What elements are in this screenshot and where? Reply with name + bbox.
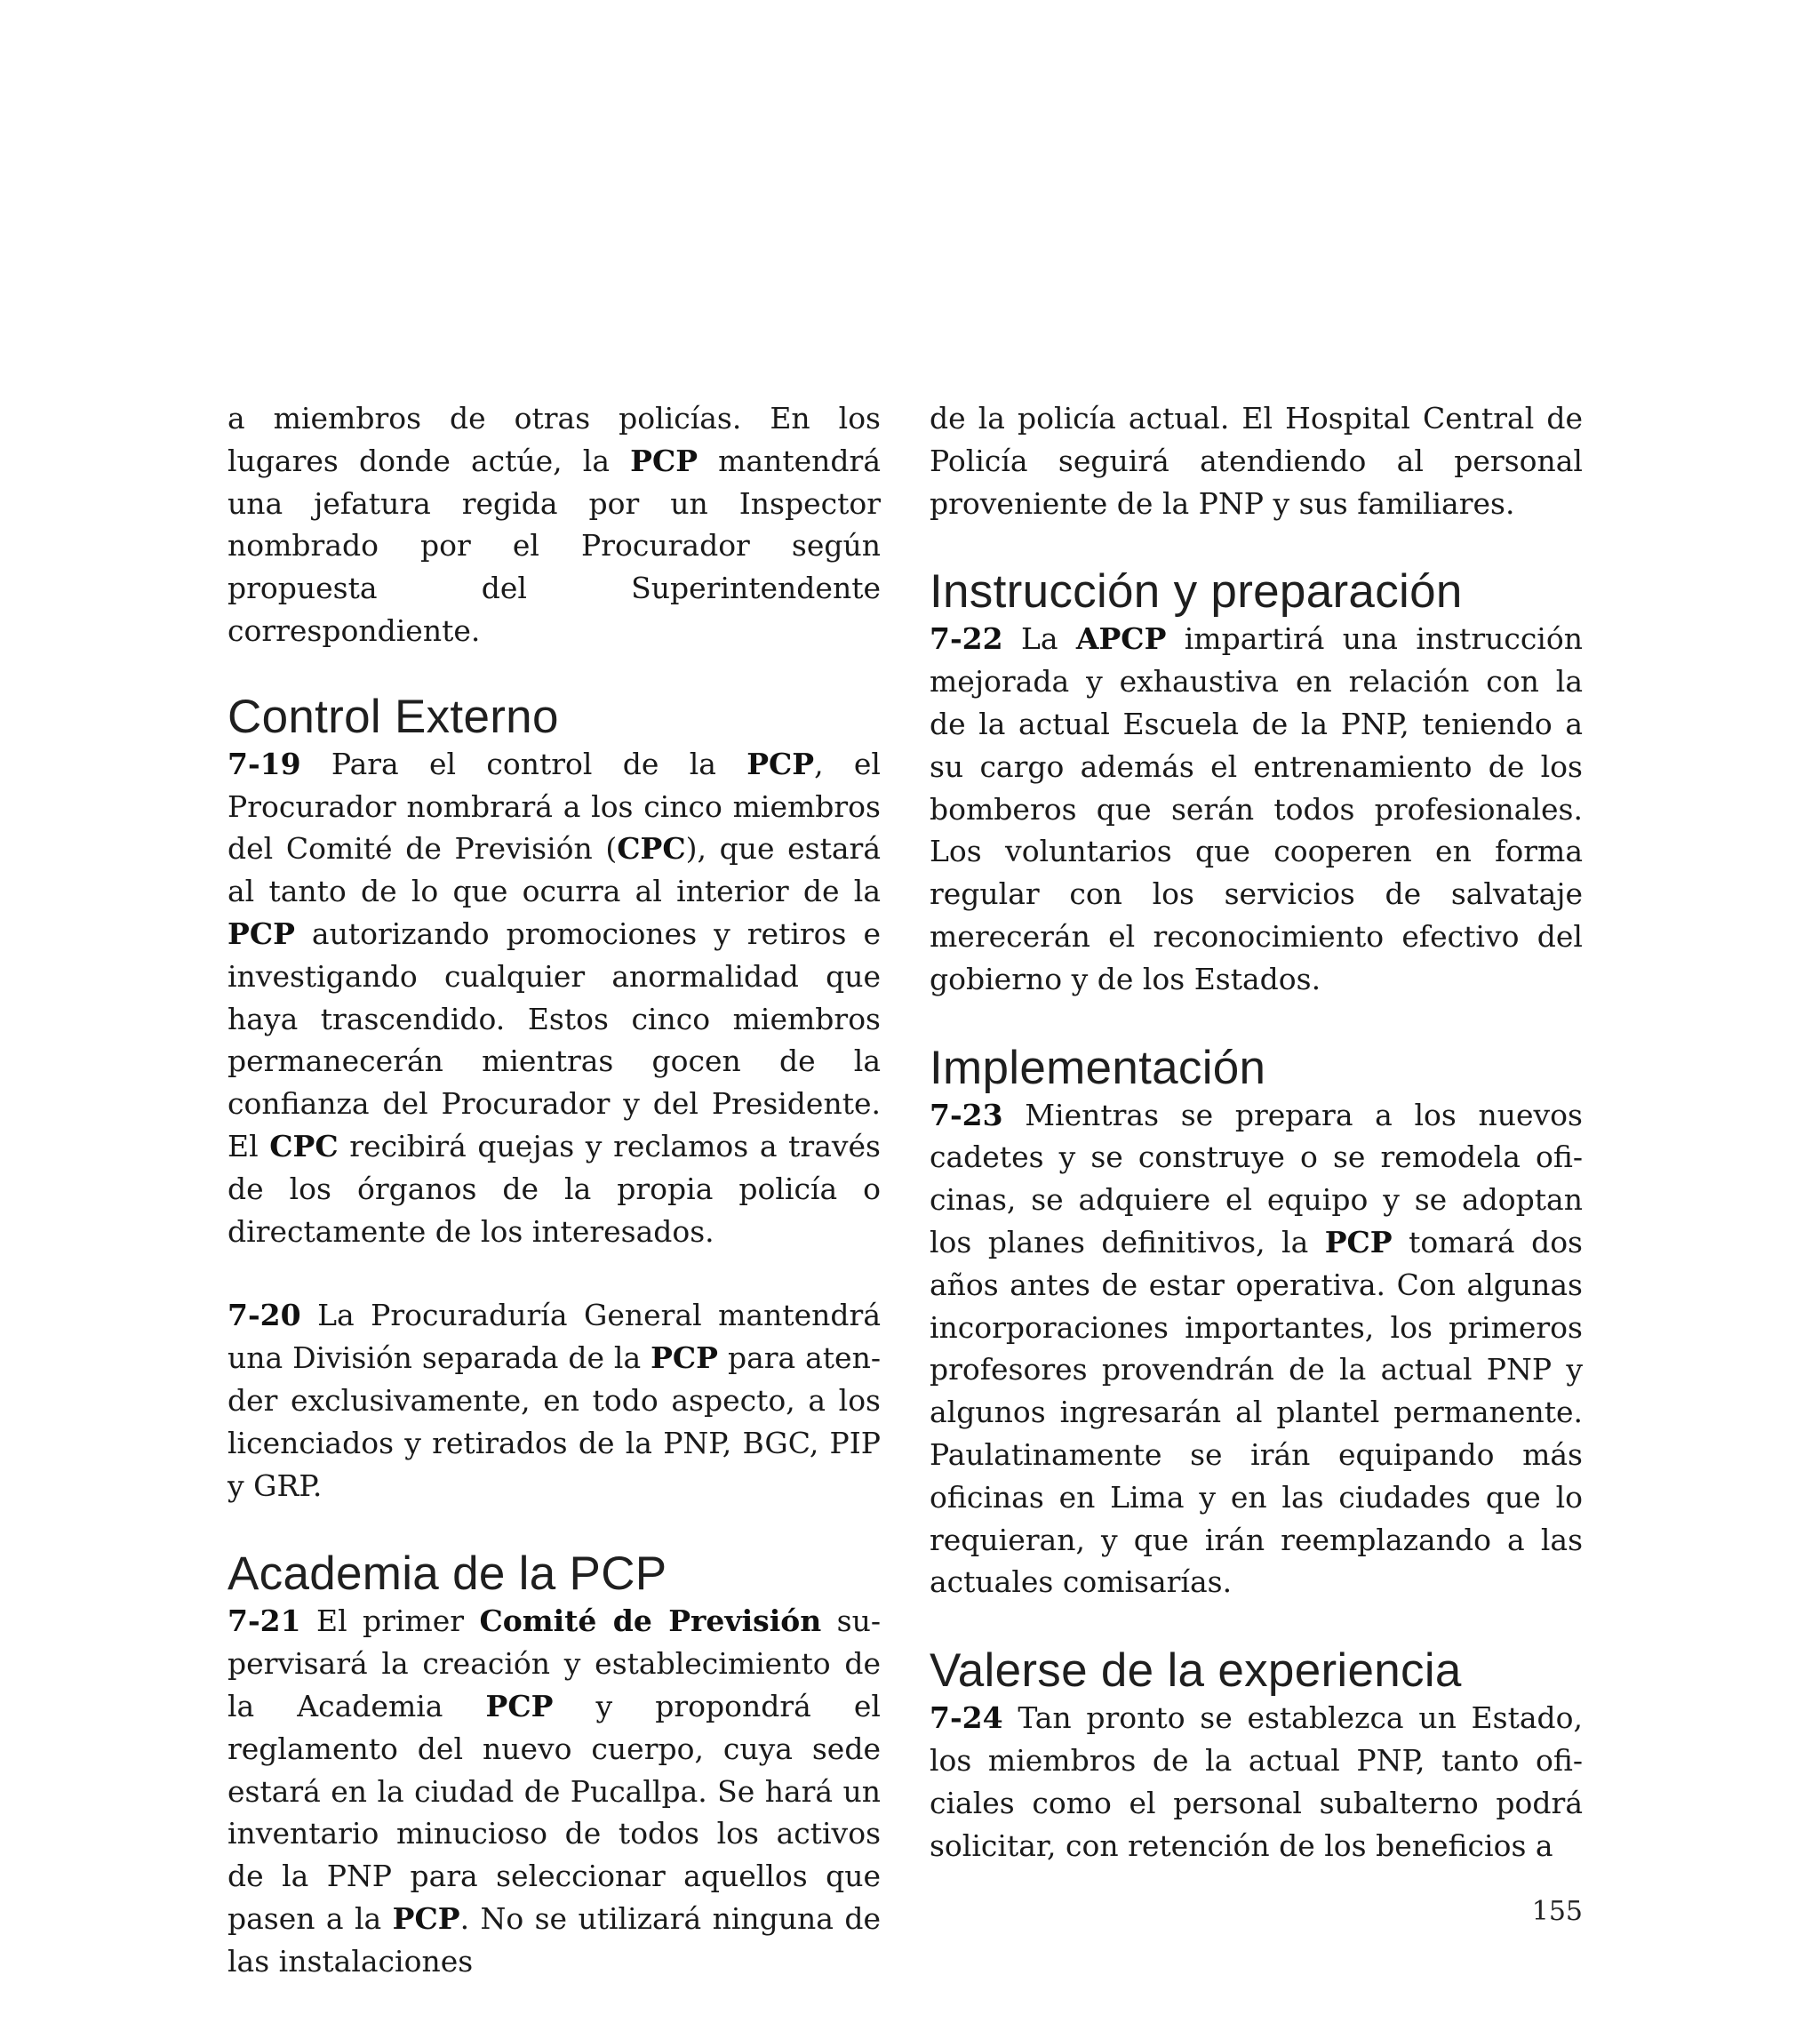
acronym-pcp: PCP: [630, 443, 698, 478]
acronym-pcp: PCP: [746, 746, 815, 781]
section-number: 7-24: [930, 1700, 1003, 1736]
section-number: 7-21: [228, 1603, 301, 1639]
left-column: [228, 397, 881, 1983]
paragraph-7-23: 7-23 Mientras se prepara a los nuevos cadetes y se construye o se remodela oficinas, se adquiere el equipo y se adoptan los planes definitivos, la PCP tomará dos años antes de estar operativa. Con algunas incorporaciones importantes, los primeros profesores provendrán de la actual PNP y algunos ingresarán al plantel permanente. Paulatinamente se irán equipando más oficinas en Lima y en las ciudades que lo requieran, y que irán reemplazando a las actuales comisarías.: [930, 1097, 1583, 1600]
acronym-apcp: APCP: [1075, 621, 1167, 657]
paragraph-continuation: a miembros de otras policías. En los lugares donde actúe, la PCP mantendrá una jefatura regida por un Inspector nombrado por el Procurador según propuesta del Superintendente correspondiente.: [228, 401, 882, 648]
section-number: 7-19: [228, 746, 301, 781]
paragraph-7-20: 7-20 La Procuraduría General mantendrá una División separada de la PCP para atender exclusivamente, en todo aspecto, a los licenciados y retirados de la PNP, BGC, PIP y GRP.: [228, 1298, 881, 1503]
section-number: 7-22: [930, 621, 1003, 657]
paragraph-7-21: 7-21 El primer Comité de Previsión supervisará la creación y establecimiento de la Academia PCP y propondrá el reglamento del nuevo cuerpo, cuya sede estará en la ciudad de Pucallpa. Se hará un inventario minucioso de todos los activos de la PNP para seleccionar aquellos que pasen a la PCP. No se utilizará ninguna de las instalaciones: [228, 1603, 882, 1979]
paragraph-7-22: 7-22 La APCP impartirá una instrucción mejorada y exhaustiva en relación con la de la actual Escuela de la PNP, teniendo a su cargo además el entrenamiento de los bomberos que serán todos profesionales. Los voluntarios que cooperen en forma regular con los servicios de salvataje merecerán el reconocimiento efectivo del gobierno y de los Estados.: [930, 621, 1583, 996]
page-number: 155: [1531, 1896, 1583, 1927]
bold-comite-prevision: Comité de Previsión: [479, 1603, 822, 1639]
acronym-cpc: CPC: [617, 831, 686, 867]
acronym-pcp: PCP: [651, 1340, 718, 1376]
heading-control-externo: Control Externo: [228, 690, 559, 743]
heading-implementacion: Implementación: [930, 1041, 1266, 1094]
acronym-cpc: CPC: [269, 1128, 339, 1163]
paragraph-continuation: de la policía actual. El Hospital Central de Policía seguirá atendiendo al personal proveniente de la PNP y sus familiares.: [930, 401, 1583, 521]
acronym-pcp: PCP: [392, 1900, 460, 1936]
right-column: [930, 397, 1583, 1867]
section-number: 7-23: [930, 1097, 1003, 1132]
acronym-pcp: PCP: [228, 916, 295, 951]
paragraph-7-24: 7-24 Tan pronto se establezca un Estado, los miembros de la actual PNP, tanto oficiales como el personal subalterno podrá solicitar, con retención de los beneficios a: [930, 1700, 1583, 1863]
heading-academia: Academia de la PCP: [228, 1547, 667, 1601]
heading-instruccion: Instrucción y preparación: [930, 565, 1463, 619]
acronym-pcp: PCP: [1324, 1224, 1393, 1259]
section-number: 7-20: [228, 1298, 301, 1333]
paragraph-7-19: 7-19 Para el control de la PCP, el Procurador nombrará a los cinco miembros del Comité de Previsión (CPC), que estará al tanto de lo que ocurra al interior de la PCP autorizando promociones y retiros e investigando cualquier anormalidad que haya trascendido. Estos cinco miembros permanecerán mientras gocen de la confianza del Procurador y del Presidente. El CPC recibirá quejas y reclamos a través de los órganos de la propia policía o directamente de los interesados.: [228, 746, 882, 1249]
acronym-pcp: PCP: [485, 1688, 554, 1723]
heading-valerse: Valerse de la experiencia: [930, 1644, 1462, 1698]
